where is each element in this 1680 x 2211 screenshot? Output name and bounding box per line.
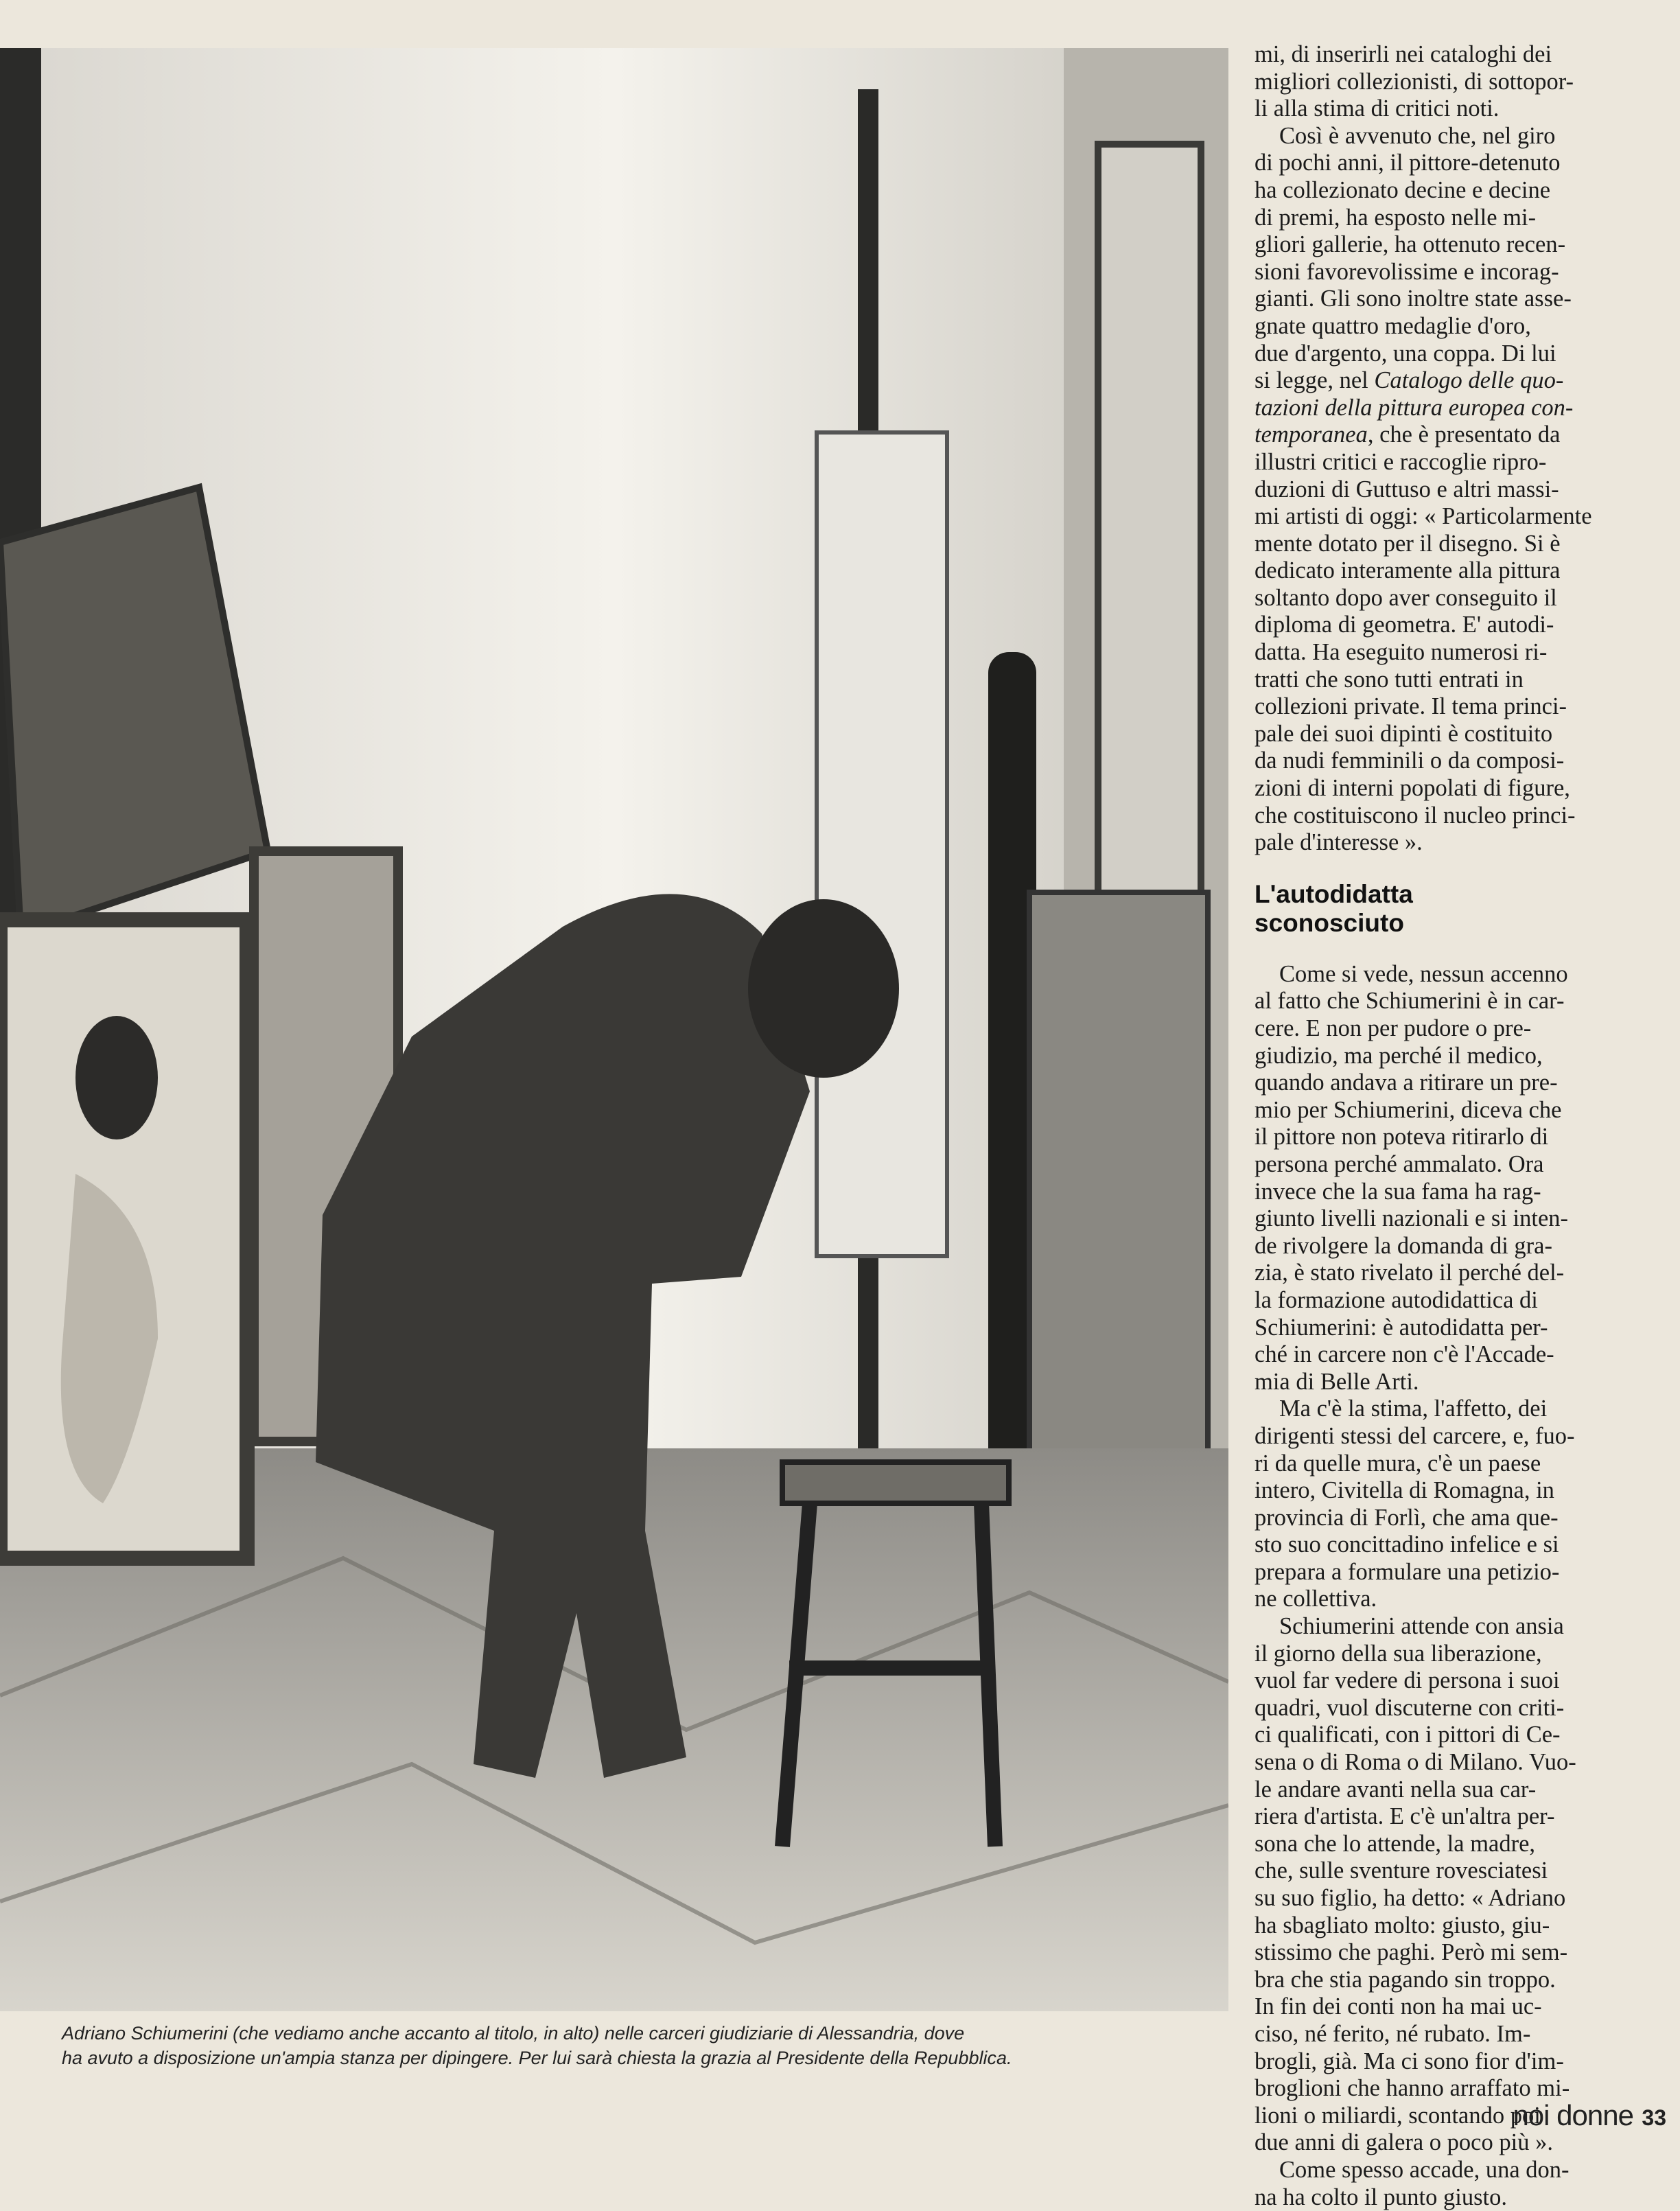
section-subheading bbox=[1255, 857, 1617, 961]
text-line: su suo figlio, ha detto: « Adriano bbox=[1255, 1885, 1566, 1911]
page-footer bbox=[1513, 2099, 1666, 2132]
text-line: giunto livelli nazionali e si inten- bbox=[1255, 1205, 1569, 1232]
text-line: prepara a formulare una petizio- bbox=[1255, 1558, 1560, 1585]
text-line: ha collezionato decine e decine bbox=[1255, 176, 1551, 203]
text-line: sona che lo attende, la madre, bbox=[1255, 1830, 1536, 1857]
text-line: sioni favorevolissime e incorag- bbox=[1255, 258, 1559, 285]
text-line: bra che stia pagando sin troppo. bbox=[1255, 1966, 1556, 1993]
text-line: di premi, ha esposto nelle mi- bbox=[1255, 204, 1537, 231]
text-line: il pittore non poteva ritirarlo di bbox=[1255, 1124, 1549, 1150]
paragraph bbox=[1255, 1396, 1617, 1613]
text-line: il giorno della sua liberazione, bbox=[1255, 1640, 1542, 1667]
text-line: broglioni che hanno arraffato mi- bbox=[1255, 2075, 1570, 2102]
text-line: mi, di inserirli nei cataloghi dei bbox=[1255, 41, 1552, 67]
text-line: gliori gallerie, ha ottenuto recen- bbox=[1255, 231, 1566, 258]
text-line: mi artisti di oggi: « Particolarmente bbox=[1255, 503, 1592, 530]
text-line: dirigenti stessi del carcere, e, fuo- bbox=[1255, 1422, 1575, 1449]
page-number: 33 bbox=[1642, 2105, 1666, 2130]
paragraph bbox=[1255, 1613, 1617, 2157]
text-line: li alla stima di critici noti. bbox=[1255, 95, 1500, 122]
text-line: na ha colto il punto giusto. bbox=[1255, 2184, 1507, 2210]
text-line: dedicato interamente alla pittura bbox=[1255, 557, 1561, 584]
text-line: due anni di galera o poco più ». bbox=[1255, 2129, 1553, 2156]
caption-line: ha avuto a disposizione un'ampia stanza per dipingere. Per lui sarà chiesta la grazia al Presidente della Repubblica. bbox=[62, 2048, 1012, 2068]
text-line: ha sbagliato molto: giusto, giu- bbox=[1255, 1912, 1550, 1938]
text-line: di pochi anni, il pittore-detenuto bbox=[1255, 150, 1561, 176]
text-line: la formazione autodidattica di bbox=[1255, 1286, 1538, 1313]
text-line: Ma c'è la stima, l'affetto, dei bbox=[1279, 1396, 1548, 1422]
text-line: che, sulle sventure rovesciatesi bbox=[1255, 1857, 1548, 1884]
catalog-title-fragment: tazioni della pittura europea con- bbox=[1255, 394, 1574, 421]
subheading-line: sconosciuto bbox=[1255, 908, 1404, 937]
catalog-title-fragment: temporanea bbox=[1255, 421, 1368, 448]
text-line: illustri critici e raccoglie ripro- bbox=[1255, 448, 1547, 475]
text-line: ché in carcere non c'è l'Accade- bbox=[1255, 1341, 1554, 1368]
text-line: invece che la sua fama ha rag- bbox=[1255, 1178, 1541, 1205]
text-line: brogli, già. Ma ci sono fior d'im- bbox=[1255, 2048, 1564, 2074]
text-line: mia di Belle Arti. bbox=[1255, 1368, 1419, 1395]
text-line: zia, è stato rivelato il perché del- bbox=[1255, 1260, 1565, 1286]
text-line: duzioni di Guttuso e altri massi- bbox=[1255, 476, 1559, 502]
photo-caption bbox=[62, 2021, 1228, 2070]
catalog-title-fragment: Catalogo delle quo- bbox=[1374, 367, 1564, 394]
text-line: zioni di interni popolati di figure, bbox=[1255, 775, 1570, 802]
text-line: quando andava a ritirare un pre- bbox=[1255, 1069, 1558, 1096]
text-line bbox=[1255, 367, 1617, 395]
text-line: vuol far vedere di persona i suoi bbox=[1255, 1667, 1560, 1694]
text-line: ri da quelle mura, c'è un paese bbox=[1255, 1450, 1541, 1477]
text-line: riera d'artista. E c'è un'altra per- bbox=[1255, 1803, 1555, 1830]
text-line: Come spesso accade, una don- bbox=[1279, 2156, 1570, 2183]
text-line: ne collettiva. bbox=[1255, 1586, 1377, 1612]
paragraph bbox=[1255, 961, 1617, 1396]
text-line: sto suo concittadino infelice e si bbox=[1255, 1531, 1559, 1558]
text-line: quadri, vuol discuterne con criti- bbox=[1255, 1694, 1565, 1721]
text-line: gianti. Gli sono inoltre state asse- bbox=[1255, 286, 1572, 312]
text-line: Come si vede, nessun accenno bbox=[1279, 960, 1568, 987]
text-line: de rivolgere la domanda di gra- bbox=[1255, 1232, 1552, 1259]
text-line: al fatto che Schiumerini è in car- bbox=[1255, 988, 1565, 1015]
paragraph bbox=[1255, 41, 1617, 123]
text-line: da nudi femminili o da composi- bbox=[1255, 748, 1565, 774]
text-line: sena o di Roma o di Milano. Vuo- bbox=[1255, 1749, 1576, 1776]
photograph-icon bbox=[0, 48, 1228, 2011]
text-fragment: , che è presentato da bbox=[1367, 421, 1561, 448]
subheading-line: L'autodidatta bbox=[1255, 879, 1413, 908]
paragraph bbox=[1255, 123, 1617, 857]
magazine-logo: noi donne bbox=[1513, 2099, 1633, 2131]
text-line: le andare avanti nella sua car- bbox=[1255, 1776, 1537, 1803]
text-line: pale dei suoi dipinti è costituito bbox=[1255, 720, 1553, 747]
text-line: cere. E non per pudore o pre- bbox=[1255, 1015, 1532, 1041]
text-line: ci qualificati, con i pittori di Ce- bbox=[1255, 1722, 1561, 1748]
text-line: Schiumerini attende con ansia bbox=[1279, 1613, 1564, 1640]
text-line: che costituiscono il nucleo princi- bbox=[1255, 802, 1576, 829]
text-line: stissimo che paghi. Però mi sem- bbox=[1255, 1939, 1568, 1966]
text-line: In fin dei conti non ha mai uc- bbox=[1255, 1993, 1542, 2020]
text-line: tratti che sono tutti entrati in bbox=[1255, 666, 1524, 693]
text-line: giudizio, ma perché il medico, bbox=[1255, 1042, 1543, 1069]
text-line: gnate quattro medaglie d'oro, bbox=[1255, 312, 1531, 339]
text-line: Schiumerini: è autodidatta per- bbox=[1255, 1314, 1548, 1341]
text-line: intero, Civitella di Romagna, in bbox=[1255, 1477, 1554, 1504]
article-text-column bbox=[1255, 41, 1617, 2211]
text-line bbox=[1255, 421, 1617, 449]
text-line: collezioni private. Il tema princi- bbox=[1255, 693, 1567, 720]
text-line bbox=[1255, 395, 1617, 422]
article-photo bbox=[0, 48, 1228, 2011]
text-line: mio per Schiumerini, diceva che bbox=[1255, 1096, 1562, 1123]
text-line: persona perché ammalato. Ora bbox=[1255, 1150, 1544, 1177]
text-line: diploma di geometra. E' autodi- bbox=[1255, 612, 1554, 638]
text-fragment: si legge, nel bbox=[1255, 367, 1375, 394]
text-line: lioni o miliardi, scontando poi bbox=[1255, 2102, 1541, 2129]
text-line: mente dotato per il disegno. Si è bbox=[1255, 530, 1561, 557]
text-line: ciso, né ferito, né rubato. Im- bbox=[1255, 2020, 1531, 2047]
text-line: datta. Ha eseguito numerosi ri- bbox=[1255, 639, 1548, 666]
caption-line: Adriano Schiumerini (che vediamo anche accanto al titolo, in alto) nelle carceri giudiziarie di Alessandria, dove bbox=[62, 2023, 965, 2044]
paragraph bbox=[1255, 2157, 1617, 2211]
text-line: pale d'interesse ». bbox=[1255, 829, 1423, 856]
text-line: soltanto dopo aver conseguito il bbox=[1255, 584, 1557, 611]
text-line: due d'argento, una coppa. Di lui bbox=[1255, 340, 1556, 367]
text-line: migliori collezionisti, di sottopor- bbox=[1255, 68, 1574, 95]
text-line: Così è avvenuto che, nel giro bbox=[1279, 122, 1556, 149]
text-line: provincia di Forlì, che ama que- bbox=[1255, 1504, 1559, 1531]
